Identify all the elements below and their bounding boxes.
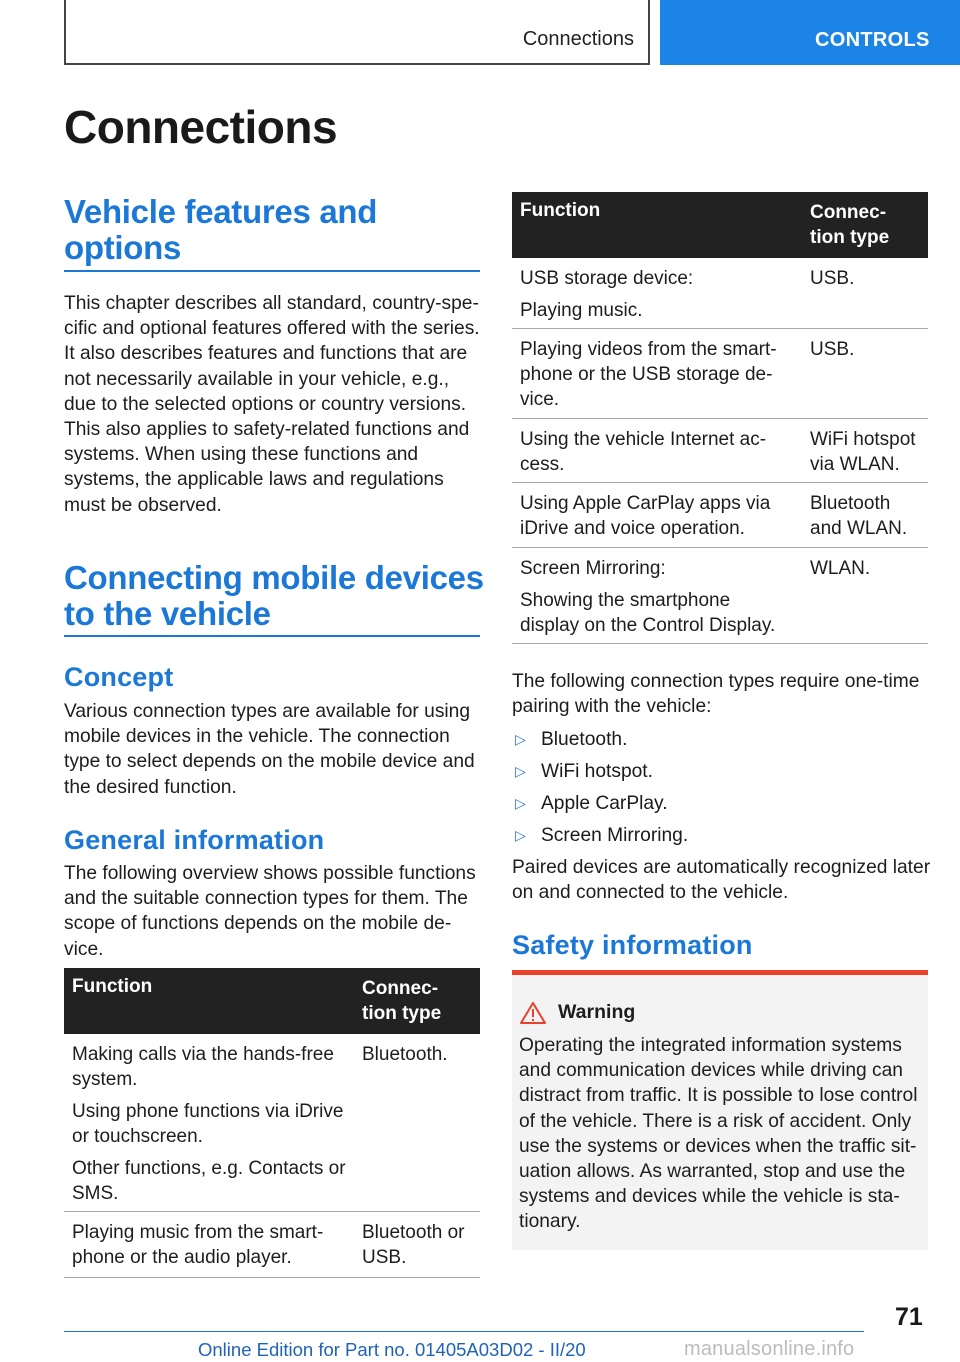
table-row [512, 483, 928, 548]
function-line: USB storage device: [520, 268, 694, 289]
footer-edition: Online Edition for Part no. 01405A03D02 - II/20 [198, 1339, 586, 1360]
table-cell-connection-type: Bluetooth. [362, 1044, 448, 1065]
list-item [512, 823, 928, 855]
page-title: Connections [64, 101, 338, 153]
table-cell-function [512, 483, 802, 547]
heading-vehicle-features: Vehicle features and options [64, 193, 378, 266]
table-cell-function [64, 1212, 354, 1277]
table-cell-function [512, 548, 802, 643]
header-chapter-label: CONTROLS [815, 29, 930, 51]
warning-title: Warning [558, 1001, 636, 1023]
pairing-list [512, 727, 928, 855]
warning-box [512, 970, 928, 1250]
function-line: Using Apple CarPlay apps via iDrive and voice operation. [520, 493, 771, 539]
list-item-text: Bluetooth. [541, 729, 628, 750]
header-section-box [64, 0, 650, 65]
function-line: Playing videos from the smartphone or the USB storage device. [520, 339, 777, 410]
function-line: Screen Mirroring: [520, 558, 666, 579]
table-cell-function [512, 329, 802, 418]
warning-header [520, 1001, 635, 1024]
table-header-function: Function [520, 200, 601, 221]
heading-connecting-devices: Connecting mobile devices to the vehicle [64, 559, 484, 632]
table-row [64, 1034, 480, 1212]
function-line: Using the vehicle Internet access. [520, 429, 767, 475]
pairing-intro: The following connection types require one-time pairing with the vehicle: [512, 671, 920, 718]
table-cell-connection-type: USB. [810, 339, 855, 360]
warning-body: Operating the integrated information systems and communication devices while driving can distract from traffic. It is possible to lose control of the vehicle. There is a risk of accident. Only use the systems or devices when the traffic situation allows. As warranted, stop and use the systems and devices while the vehicle is stationary. [519, 1035, 918, 1233]
list-item-text: Screen Mirroring. [541, 825, 689, 846]
triangle-bullet-icon: ▷ [515, 731, 526, 747]
table-cell-connection-type: USB. [810, 268, 855, 289]
function-line: Other functions, e.g. Contacts or SMS. [72, 1158, 346, 1204]
general-information-body: The following overview shows possible functions and the suitable connection types for them. The scope of functions depends on the mobile device. [64, 863, 476, 960]
vehicle-features-body: This chapter describes all standard, country-specific and optional features offered with the series. It also describes features and functions that are not necessarily available in your vehicle, e.g., due to the selected options or country versions. This also applies to safety-related functions and systems. When using these functions and systems, the applicable laws and regulations must be observed. [64, 293, 480, 516]
table-row [512, 548, 928, 644]
heading-safety-information: Safety information [512, 930, 753, 960]
heading-general-information: General information [64, 825, 325, 855]
table-header-row [64, 968, 480, 1034]
table-cell-function [512, 419, 802, 482]
table-header-row [512, 192, 928, 258]
page-number: 71 [895, 1303, 923, 1331]
header-section-label: Connections [522, 28, 634, 50]
list-item-text: WiFi hotspot. [541, 761, 653, 782]
connection-table-left [64, 968, 480, 1278]
table-cell-connection-type: Bluetooth and WLAN. [810, 493, 908, 539]
function-line: Showing the smartphone display on the Control Display. [520, 590, 776, 636]
triangle-bullet-icon: ▷ [515, 795, 526, 811]
header-chapter-tab [660, 0, 960, 65]
table-row [64, 1212, 480, 1278]
connection-table-right [512, 192, 928, 644]
pairing-outro: Paired devices are automatically recognized later on and connected to the vehicle. [512, 857, 931, 904]
function-line: Using phone functions via iDrive or touchscreen. [72, 1101, 344, 1147]
table-row [512, 258, 928, 329]
warning-triangle-icon [520, 1002, 546, 1024]
triangle-bullet-icon: ▷ [515, 763, 526, 779]
table-cell-connection-type: WiFi hotspot via WLAN. [810, 429, 916, 475]
table-header-connection-type: Connection type [362, 978, 442, 1024]
table-cell-function [64, 1034, 354, 1211]
footer-watermark: manualsonline.info [684, 1338, 855, 1360]
footer-rule [64, 1331, 864, 1332]
heading-concept: Concept [64, 662, 174, 692]
table-cell-connection-type: Bluetooth or USB. [362, 1222, 465, 1268]
table-header-function: Function [72, 976, 153, 997]
table-row [512, 329, 928, 419]
table-row [512, 419, 928, 483]
list-item [512, 759, 928, 791]
triangle-bullet-icon: ▷ [515, 827, 526, 843]
list-item-text: Apple CarPlay. [541, 793, 668, 814]
function-line: Playing music from the smartphone or the audio player. [72, 1222, 324, 1268]
function-line: Playing music. [520, 300, 643, 321]
table-cell-function [512, 258, 802, 328]
concept-body: Various connection types are available for using mobile devices in the vehicle. The connection type to select depends on the mobile device and the desired function. [64, 701, 475, 798]
table-cell-connection-type: WLAN. [810, 558, 871, 579]
list-item [512, 727, 928, 759]
table-header-connection-type: Connection type [810, 202, 890, 248]
heading-rule [64, 270, 480, 272]
function-line: Making calls via the hands-free system. [72, 1044, 334, 1090]
list-item [512, 791, 928, 823]
heading-rule [64, 635, 480, 637]
